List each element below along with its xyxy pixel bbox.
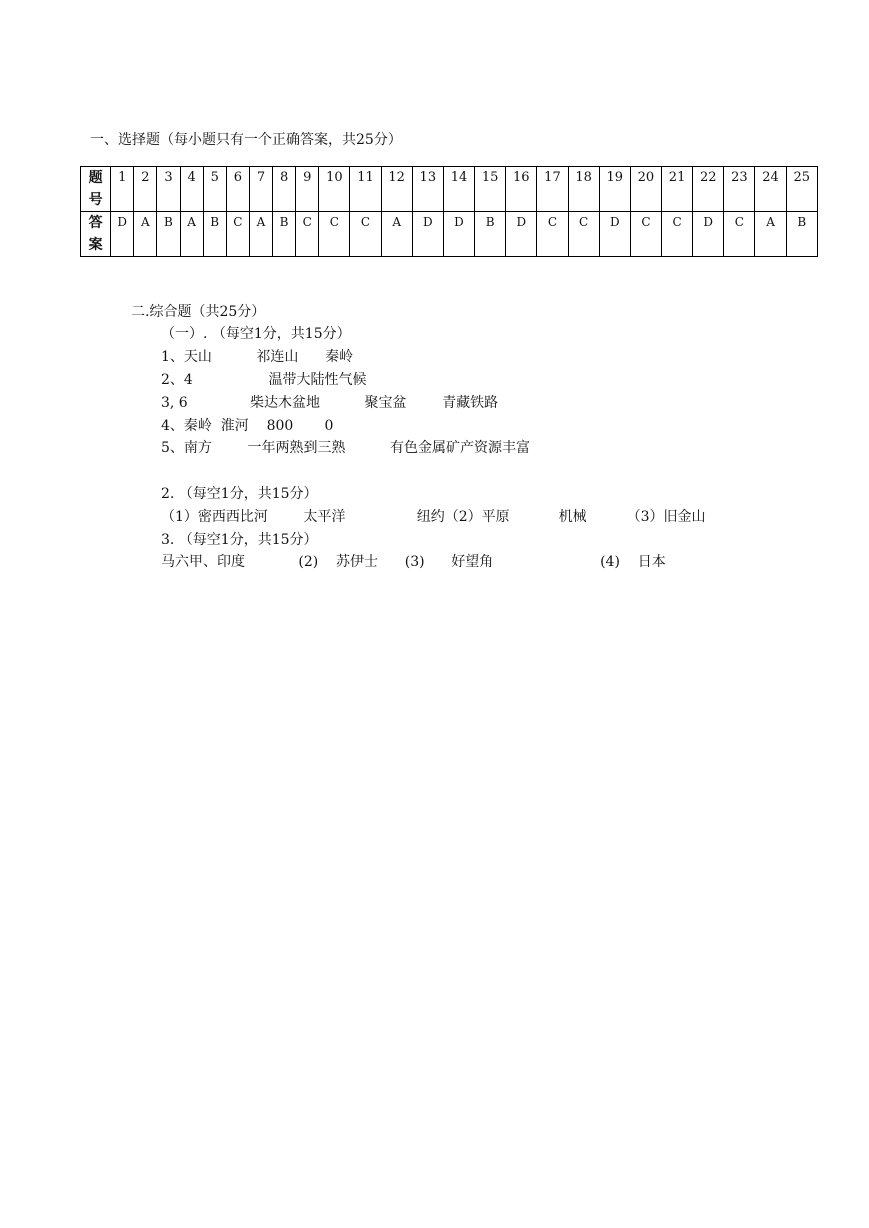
answer-cell: A — [381, 212, 412, 257]
answer-cell: C — [630, 212, 661, 257]
part1-line-5: 5、南方 一年两熟到三熟 有色金属矿产资源丰富 — [161, 440, 531, 456]
question-number-cell: 1 — [111, 167, 134, 212]
answer-cell: B — [203, 212, 226, 257]
question-number-header-text: 题 号 — [88, 170, 103, 208]
answer-table — [80, 166, 818, 257]
question-number-cell: 4 — [180, 167, 203, 212]
part3-answers: 马六甲、印度 (2) 苏伊士 (3) 好望角 (4) 日本 — [161, 554, 666, 570]
part1-line-3: 3, 6 柴达木盆地 聚宝盆 青藏铁路 — [161, 395, 499, 411]
part1-line-1: 1、天山 祁连山 秦岭 — [161, 349, 354, 365]
question-number-cell: 10 — [319, 167, 350, 212]
question-number-cell: 19 — [599, 167, 630, 212]
answer-cell: C — [724, 212, 755, 257]
answer-cell: D — [111, 212, 134, 257]
question-number-header — [81, 167, 111, 212]
question-number-cell: 13 — [412, 167, 443, 212]
question-number-row — [81, 167, 818, 212]
answer-cell: C — [662, 212, 693, 257]
answer-cell: A — [249, 212, 272, 257]
answer-cell: C — [296, 212, 319, 257]
answer-cell: D — [412, 212, 443, 257]
question-number-cell: 5 — [203, 167, 226, 212]
question-number-cell: 11 — [350, 167, 381, 212]
section2-title: 二.综合题（共25分） — [131, 304, 266, 320]
question-number-cell: 9 — [296, 167, 319, 212]
answer-cell: C — [226, 212, 249, 257]
question-number-cell: 2 — [134, 167, 157, 212]
answer-cell: D — [599, 212, 630, 257]
answer-cell: B — [475, 212, 506, 257]
answer-cell: D — [506, 212, 537, 257]
question-number-cell: 7 — [249, 167, 272, 212]
question-number-cell: 24 — [755, 167, 786, 212]
part1-line-4: 4、秦岭 淮河 800 0 — [161, 418, 334, 434]
question-number-cell: 16 — [506, 167, 537, 212]
answer-cell: A — [755, 212, 786, 257]
part2-title: 2. （每空1分，共15分） — [161, 486, 318, 502]
question-number-cell: 18 — [568, 167, 599, 212]
part1-line-2: 2、4 温带大陆性气候 — [161, 372, 367, 388]
question-number-cell: 23 — [724, 167, 755, 212]
question-number-cell: 22 — [693, 167, 724, 212]
question-number-cell: 3 — [157, 167, 180, 212]
answer-cell: A — [180, 212, 203, 257]
answer-cell: C — [568, 212, 599, 257]
part2-answers: （1）密西西比河 太平洋 纽约（2）平原 机械 （3）旧金山 — [161, 509, 706, 525]
question-number-cell: 6 — [226, 167, 249, 212]
answer-cell: C — [350, 212, 381, 257]
answer-cell: D — [693, 212, 724, 257]
question-number-cell: 17 — [537, 167, 568, 212]
question-number-cell: 15 — [475, 167, 506, 212]
section1-title: 一、选择题（每小题只有一个正确答案，共25分） — [90, 132, 402, 148]
answer-header — [81, 212, 111, 257]
question-number-cell: 21 — [662, 167, 693, 212]
answer-cell: B — [157, 212, 180, 257]
answer-header-text: 答 案 — [88, 215, 103, 253]
answer-cell: B — [786, 212, 817, 257]
answer-cell: C — [537, 212, 568, 257]
answer-cell: D — [443, 212, 474, 257]
question-number-cell: 8 — [273, 167, 296, 212]
answer-cell: A — [134, 212, 157, 257]
answer-cell: C — [319, 212, 350, 257]
question-number-cell: 20 — [630, 167, 661, 212]
question-number-cell: 14 — [443, 167, 474, 212]
part1-title: （一）. （每空1分，共15分） — [161, 326, 351, 342]
part3-title: 3. （每空1分，共15分） — [161, 532, 318, 548]
question-number-cell: 12 — [381, 167, 412, 212]
question-number-cell: 25 — [786, 167, 817, 212]
answer-cell: B — [273, 212, 296, 257]
answer-row — [81, 212, 818, 257]
